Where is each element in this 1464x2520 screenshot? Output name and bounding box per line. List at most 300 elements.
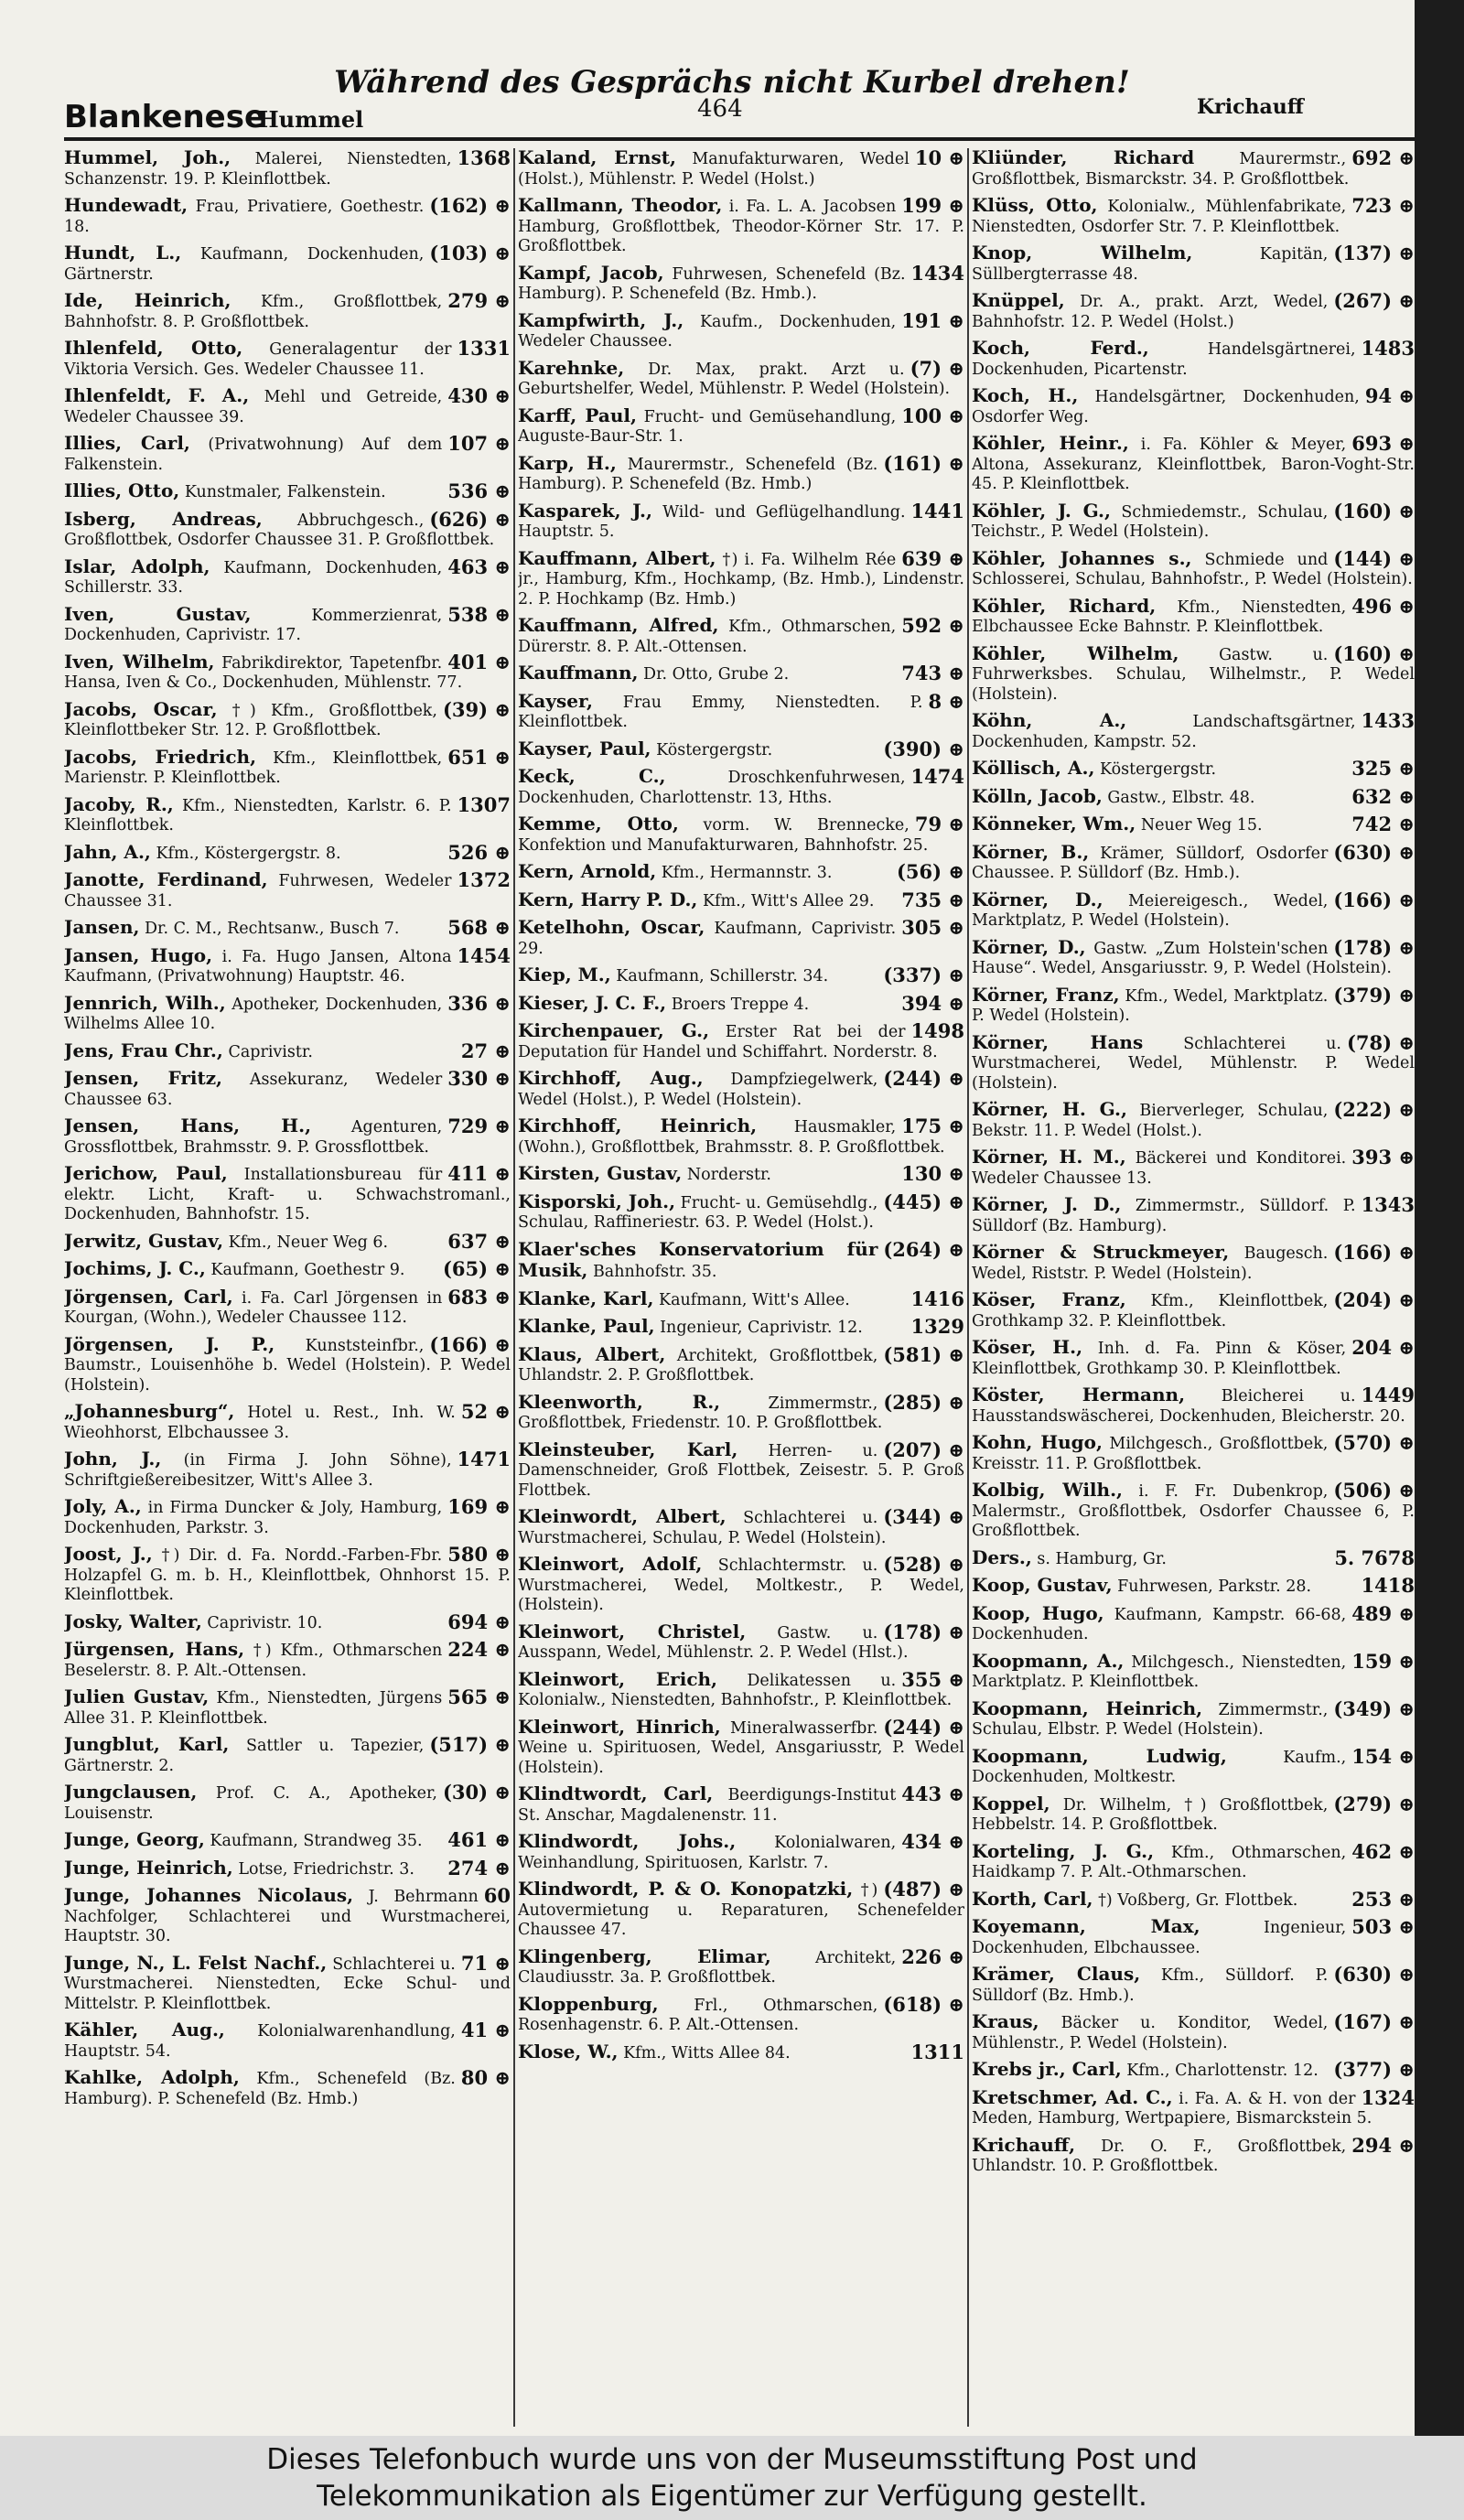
phone-number: 536 ⊕ bbox=[447, 479, 511, 502]
directory-entry bbox=[518, 356, 964, 400]
subscriber-details: i. F. Fr. Dubenkrop, Malermstr., Großflottbek, Osdorfer Chaussee 6, P. Großflottbek. bbox=[972, 1482, 1415, 1540]
subscriber-name: Kleinwordt, Albert, bbox=[518, 1505, 727, 1527]
subscriber-name: Kliünder, Richard bbox=[972, 148, 1195, 168]
subscriber-details: Norderstr. bbox=[686, 1166, 771, 1184]
directory-entry bbox=[972, 784, 1415, 809]
phone-number: (222) ⊕ bbox=[1333, 1098, 1415, 1121]
subscriber-details: Manufakturwaren, Wedel (Holst.), Mühlenstr. P. Wedel (Holst.) bbox=[518, 150, 910, 188]
subscriber-name: Kampfwirth, J., bbox=[518, 308, 684, 331]
phone-number: 27 ⊕ bbox=[460, 1039, 511, 1062]
subscriber-name: Kisporski, Joh., bbox=[518, 1190, 676, 1212]
directory-entry bbox=[972, 2012, 1415, 2053]
subscriber-details: Kapitän, Süllbergterrasse 48. bbox=[972, 245, 1329, 284]
subscriber-name: Könneker, Wm., bbox=[972, 813, 1136, 835]
subscriber-details: Fuhrwesen, Schenefeld (Bz. Hamburg). P. Schenefeld (Bz. Hmb.). bbox=[518, 264, 906, 303]
phone-number: 434 ⊕ bbox=[901, 1830, 964, 1853]
subscriber-name: Jensen, Hans, H., bbox=[64, 1115, 312, 1136]
directory-entry bbox=[64, 507, 511, 551]
subscriber-details: Caprivistr. bbox=[228, 1042, 313, 1061]
subscriber-name: Köser, Franz, bbox=[972, 1288, 1126, 1310]
subscriber-name: Knüppel, bbox=[972, 289, 1065, 311]
directory-entry bbox=[518, 1237, 964, 1283]
directory-entry bbox=[972, 1030, 1415, 1094]
directory-entry bbox=[518, 689, 964, 733]
phone-number: (30) ⊕ bbox=[442, 1781, 511, 1804]
phone-number: 692 ⊕ bbox=[1351, 148, 1415, 169]
phone-number: 393 ⊕ bbox=[1351, 1146, 1415, 1168]
directory-entry bbox=[972, 1100, 1415, 1141]
directory-entry bbox=[518, 1555, 964, 1616]
subscriber-details: Baugesch. Wedel, Riststr. P. Wedel (Holstein). bbox=[972, 1244, 1329, 1283]
phone-number: 191 ⊕ bbox=[901, 308, 964, 332]
subscriber-details: Milchgesch., Nienstedten, Marktplatz. P. Kleinflottbek. bbox=[972, 1653, 1347, 1691]
directory-entry bbox=[972, 501, 1415, 543]
subscriber-details: Dr. Otto, Grube 2. bbox=[643, 665, 790, 684]
subscriber-name: John, J., bbox=[64, 1448, 162, 1470]
directory-entry bbox=[972, 1195, 1415, 1236]
directory-entry bbox=[518, 1992, 964, 2036]
subscriber-details: Apotheker, Dockenhuden, Wilhelms Allee 10. bbox=[64, 995, 443, 1033]
phone-number: (166) ⊕ bbox=[1333, 1241, 1415, 1264]
subscriber-name: Körner, B., bbox=[972, 840, 1090, 863]
directory-entry bbox=[972, 1545, 1415, 1570]
phone-number: 8 ⊕ bbox=[928, 689, 964, 713]
phone-number: 52 ⊕ bbox=[460, 1400, 511, 1423]
subscriber-name: Kolbig, Wilh., bbox=[972, 1479, 1123, 1501]
directory-entry bbox=[518, 1342, 964, 1386]
subscriber-name: Hundewadt, bbox=[64, 194, 188, 216]
column-divider bbox=[967, 148, 969, 2427]
phone-number: (65) ⊕ bbox=[442, 1257, 511, 1280]
subscriber-name: Kleinwort, Adolf, bbox=[518, 1553, 703, 1575]
directory-entry bbox=[518, 1784, 964, 1825]
subscriber-details: J. Behrmann Nachfolger, Schlachterei und Wurstmacherei, Hauptstr. 30. bbox=[64, 1888, 511, 1945]
subscriber-details: Frucht- u. Gemüsehdlg., Schulau, Raffineriestr. 63. P. Wedel (Holst.). bbox=[518, 1193, 878, 1232]
directory-entry bbox=[972, 594, 1415, 638]
subscriber-details: Frau Emmy, Nienstedten. P. Kleinflottbek. bbox=[518, 693, 923, 731]
directory-entry bbox=[64, 1545, 511, 1606]
subscriber-name: Köhler, Heinr., bbox=[972, 432, 1129, 454]
directory-entry bbox=[518, 1069, 964, 1110]
directory-entry bbox=[518, 261, 964, 305]
subscriber-details: Beerdigungs-Institut St. Anschar, Magdalenenstr. 11. bbox=[518, 1786, 897, 1825]
directory-entry bbox=[518, 739, 964, 761]
subscriber-details: Köstergergstr. bbox=[656, 740, 773, 759]
subscriber-name: Kähler, Aug., bbox=[64, 2019, 225, 2041]
place-heading: Blankenese bbox=[64, 99, 266, 135]
directory-entry bbox=[64, 1332, 511, 1396]
directory-entry bbox=[972, 196, 1415, 237]
directory-entry bbox=[518, 1944, 964, 1988]
subscriber-name: Köhn, A., bbox=[972, 709, 1127, 731]
directory-entry bbox=[972, 2085, 1415, 2129]
subscriber-name: Kleinwort, Hinrich, bbox=[518, 1715, 721, 1738]
directory-entry bbox=[64, 1612, 511, 1634]
subscriber-name: Islar, Adolph, bbox=[64, 555, 210, 577]
phone-number: (78) ⊕ bbox=[1346, 1030, 1415, 1054]
subscriber-details: Kfm., Sülldorf. P. Sülldorf (Bz. Hmb.). bbox=[972, 1966, 1329, 2005]
phone-number: (581) ⊕ bbox=[883, 1342, 964, 1366]
phone-number: (630) ⊕ bbox=[1333, 840, 1415, 864]
phone-number: 723 ⊕ bbox=[1351, 194, 1415, 217]
directory-entry bbox=[972, 434, 1415, 495]
subscriber-details: Kaufm., Dockenhuden, Moltkestr. bbox=[972, 1748, 1347, 1786]
subscriber-name: Kretschmer, Ad. C., bbox=[972, 2085, 1173, 2108]
phone-number: 694 ⊕ bbox=[447, 1610, 511, 1633]
subscriber-name: Ders., bbox=[972, 1545, 1032, 1568]
directory-entry bbox=[972, 243, 1415, 285]
subscriber-details: Generalagentur der Viktoria Versich. Ges. Wedeler Chaussee 11. bbox=[64, 340, 452, 379]
phone-number: (160) ⊕ bbox=[1333, 641, 1415, 665]
subscriber-name: Kauffmann, Alfred, bbox=[518, 614, 719, 636]
subscriber-name: Körner, Franz, bbox=[972, 983, 1120, 1006]
subscriber-name: Kleenworth, R., bbox=[518, 1390, 721, 1413]
directory-entry bbox=[64, 339, 511, 380]
subscriber-name: Köser, H., bbox=[972, 1336, 1083, 1358]
phone-number: 729 ⊕ bbox=[447, 1115, 511, 1137]
subscriber-name: Klindwordt, Johs., bbox=[518, 1830, 737, 1852]
phone-number: 735 ⊕ bbox=[901, 888, 964, 911]
directory-entry bbox=[972, 1696, 1415, 1740]
subscriber-details: Fabrikdirektor, Tapetenfbr. Hansa, Iven & Co., Dockenhuden, Mühlenstr. 77. bbox=[64, 653, 463, 692]
phone-number: 632 ⊕ bbox=[1351, 784, 1415, 808]
subscriber-details: i. Fa. Köhler & Meyer, Altona, Assekuranz, Kleinflottbek, Baron-Voght-Str. 45. P. Kleinflottbek. bbox=[972, 436, 1415, 493]
phone-number: 71 ⊕ bbox=[460, 1951, 511, 1975]
subscriber-name: Kloppenburg, bbox=[518, 1992, 659, 2015]
directory-entry bbox=[518, 1715, 964, 1779]
subscriber-name: Jansen, bbox=[64, 916, 140, 938]
subscriber-name: Kirsten, Gustav, bbox=[518, 1162, 683, 1184]
directory-entry bbox=[518, 918, 964, 959]
subscriber-details: Frl., Othmarschen, Rosenhagenstr. 6. P. Alt.-Ottensen. bbox=[518, 1996, 878, 2034]
subscriber-details: Dampfziegelwerk, Wedel (Holst.), P. Wedel (Holstein). bbox=[518, 1071, 878, 1109]
directory-entry bbox=[972, 985, 1415, 1027]
phone-number: 330 ⊕ bbox=[447, 1067, 511, 1090]
subscriber-details: Kaufmann, Kampstr. 66-68, Dockenhuden. bbox=[972, 1605, 1347, 1643]
phone-number: 1416 bbox=[910, 1287, 964, 1310]
subscriber-name: Krebs jr., Carl, bbox=[972, 2058, 1122, 2080]
directory-entry bbox=[64, 386, 511, 427]
subscriber-name: Korteling, J. G., bbox=[972, 1839, 1155, 1862]
subscriber-name: Jahn, A., bbox=[64, 840, 151, 863]
subscriber-details: Kaufmann, Dockenhuden, Gärtnerstr. bbox=[64, 245, 425, 284]
subscriber-details: Architekt, Großflottbek, Uhlandstr. 2. P. Großflottbek. bbox=[518, 1346, 878, 1384]
phone-number: 1307 bbox=[457, 792, 511, 816]
subscriber-details: in Firma Duncker & Joly, Hamburg, Dockenhuden, Parkstr. 3. bbox=[64, 1499, 443, 1537]
column-divider bbox=[513, 148, 515, 2427]
subscriber-details: Wild- und Geflügelhandlung. Hauptstr. 5. bbox=[518, 502, 906, 541]
subscriber-details: Neuer Weg 15. bbox=[1140, 816, 1263, 835]
directory-entry bbox=[64, 1069, 511, 1110]
subscriber-name: Junge, Johannes Nicolaus, bbox=[64, 1884, 354, 1906]
subscriber-name: Kohn, Hugo, bbox=[972, 1431, 1103, 1453]
directory-entry bbox=[972, 1243, 1415, 1284]
subscriber-name: Köhler, Richard, bbox=[972, 594, 1157, 617]
subscriber-name: Jürgensen, Hans, bbox=[64, 1638, 245, 1660]
directory-entry bbox=[518, 1192, 964, 1233]
first-entry-heading: Hummel bbox=[258, 106, 364, 133]
directory-entry bbox=[518, 148, 964, 189]
subscriber-details: Zimmermstr., Schulau, Elbstr. P. Wedel (Holstein). bbox=[972, 1700, 1329, 1739]
directory-entry bbox=[972, 1576, 1415, 1598]
subscriber-name: Kölln, Jacob, bbox=[972, 784, 1103, 807]
subscriber-details: Kunststeinfbr., Baumstr., Louisenhöhe b. Wedel (Holstein). P. Wedel (Holstein). bbox=[64, 1336, 511, 1395]
phone-number: (39) ⊕ bbox=[442, 697, 511, 721]
subscriber-name: „Johannesburg“, bbox=[64, 1400, 235, 1422]
subscriber-details: Broers Treppe 4. bbox=[671, 995, 810, 1014]
subscriber-details: †) Kfm., Großflottbek, Kleinflottbeker Str. 12. P. Großflottbek. bbox=[64, 701, 437, 739]
subscriber-name: Junge, Georg, bbox=[64, 1828, 205, 1850]
phone-number: (506) ⊕ bbox=[1333, 1479, 1415, 1502]
subscriber-details: Frau, Privatiere, Goethestr. 18. bbox=[64, 198, 425, 236]
subscriber-name: Klaus, Albert, bbox=[518, 1342, 666, 1365]
phone-number: 5. 7678 bbox=[1334, 1545, 1415, 1569]
subscriber-name: Ketelhohn, Oscar, bbox=[518, 916, 705, 938]
directory-entry bbox=[64, 481, 511, 503]
subscriber-details: Architekt, Claudiusstr. 3a. P. Großflottbek. bbox=[518, 1948, 897, 1987]
directory-entry bbox=[972, 291, 1415, 332]
subscriber-details: Meiereigesch., Wedel, Marktplatz, P. Wedel (Holstein). bbox=[972, 891, 1329, 930]
subscriber-details: Agenturen, Grossflottbek, Brahmsstr. 9. P. Grossflottbek. bbox=[64, 1118, 443, 1157]
column-2 bbox=[518, 148, 964, 2436]
phone-number: 394 ⊕ bbox=[901, 991, 964, 1015]
phone-number: 80 ⊕ bbox=[460, 2066, 511, 2089]
directory-entry bbox=[64, 148, 511, 189]
subscriber-name: Koopmann, Heinrich, bbox=[972, 1696, 1203, 1719]
directory-entry bbox=[64, 1687, 511, 1728]
page-number: 464 bbox=[697, 95, 743, 123]
directory-entry bbox=[64, 602, 511, 646]
phone-number: (390) ⊕ bbox=[883, 737, 964, 760]
phone-number: 526 ⊕ bbox=[447, 840, 511, 864]
subscriber-details: Maurermstr., Großflottbek, Bismarckstr. 34. P. Großflottbek. bbox=[972, 150, 1350, 188]
subscriber-name: Keck, C., bbox=[518, 765, 666, 787]
directory-entry bbox=[518, 1440, 964, 1502]
directory-entry bbox=[518, 196, 964, 257]
subscriber-name: Koop, Hugo, bbox=[972, 1601, 1104, 1624]
phone-number: 154 ⊕ bbox=[1351, 1744, 1415, 1768]
subscriber-details: Krämer, Sülldorf, Osdorfer Chaussee. P. Sülldorf (Bz. Hmb.). bbox=[972, 844, 1329, 882]
subscriber-name: Kallmann, Theodor, bbox=[518, 194, 723, 216]
subscriber-details: (Privatwohnung) Auf dem Falkenstein. bbox=[64, 436, 443, 474]
directory-entry bbox=[972, 546, 1415, 590]
phone-number: 253 ⊕ bbox=[1351, 1887, 1415, 1911]
subscriber-details: Kaufmann, Schillerstr. 34. bbox=[616, 967, 829, 985]
subscriber-details: vorm. W. Brennecke, Konfektion und Manufakturwaren, Bahnhofstr. 25. bbox=[518, 816, 929, 855]
phone-number: 693 ⊕ bbox=[1351, 432, 1415, 455]
phone-number: 1418 bbox=[1361, 1574, 1415, 1597]
directory-entry bbox=[518, 1289, 964, 1311]
phone-number: 565 ⊕ bbox=[447, 1685, 511, 1708]
phone-number: 1483 bbox=[1361, 337, 1415, 360]
phone-number: 41 ⊕ bbox=[460, 2019, 511, 2041]
subscriber-details: Kunstmaler, Falkenstein. bbox=[184, 483, 386, 501]
subscriber-details: Kfm., Köstergergstr. 8. bbox=[156, 844, 341, 863]
subscriber-details: Fuhrwesen, Wedeler Chaussee 31. bbox=[64, 872, 452, 910]
directory-entry bbox=[518, 890, 964, 912]
phone-number: (178) ⊕ bbox=[883, 1620, 964, 1643]
subscriber-name: Koch, Ferd., bbox=[972, 337, 1149, 359]
directory-entry bbox=[972, 1290, 1415, 1331]
phone-number: (349) ⊕ bbox=[1333, 1696, 1415, 1720]
directory-entry bbox=[518, 1507, 964, 1548]
directory-entry bbox=[518, 1021, 964, 1062]
phone-number: 279 ⊕ bbox=[447, 289, 511, 312]
directory-entry bbox=[518, 451, 964, 495]
phone-number: 463 ⊕ bbox=[447, 555, 511, 578]
phone-number: 443 ⊕ bbox=[901, 1782, 964, 1805]
subscriber-details: Kaufmann, Dockenhuden, Schillerstr. 33. bbox=[64, 558, 443, 597]
phone-number: (267) ⊕ bbox=[1333, 289, 1415, 312]
directory-entry bbox=[518, 1116, 964, 1158]
subscriber-name: Kiep, M., bbox=[518, 964, 611, 985]
subscriber-details: Kfm., Großflottbek, Bahnhofstr. 8. P. Großflottbek. bbox=[64, 293, 443, 331]
directory-entry bbox=[64, 1735, 511, 1776]
phone-number: 683 ⊕ bbox=[447, 1285, 511, 1308]
subscriber-name: Klindtwordt, Carl, bbox=[518, 1782, 714, 1804]
directory-entry bbox=[518, 2042, 964, 2064]
directory-entry bbox=[518, 406, 964, 447]
phone-number: 651 ⊕ bbox=[447, 745, 511, 769]
footer-notice bbox=[0, 2436, 1464, 2520]
subscriber-details: Hotel u. Rest., Inh. W. Wieohhorst, Elbchaussee 3. bbox=[64, 1404, 456, 1442]
subscriber-name: Jörgensen, Carl, bbox=[64, 1285, 233, 1308]
subscriber-name: Kaland, Ernst, bbox=[518, 148, 676, 168]
directory-entry bbox=[972, 814, 1415, 836]
subscriber-name: Julien Gustav, bbox=[64, 1685, 210, 1707]
directory-entry bbox=[518, 1164, 964, 1186]
subscriber-name: Kirchhoff, Aug., bbox=[518, 1067, 704, 1089]
phone-number: (204) ⊕ bbox=[1333, 1288, 1415, 1311]
subscriber-name: Kleinwort, Erich, bbox=[518, 1667, 717, 1690]
phone-number: 538 ⊕ bbox=[447, 602, 511, 626]
subscriber-details: Kfm., Nienstedten, Elbchaussee Ecke Bahnstr. P. Kleinflottbek. bbox=[972, 598, 1347, 636]
subscriber-details: Kfm., Neuer Weg 6. bbox=[228, 1233, 389, 1252]
column-3 bbox=[972, 148, 1415, 2436]
phone-number: 325 ⊕ bbox=[1351, 757, 1415, 780]
subscriber-details: †) Kfm., Othmarschen Beselerstr. 8. P. Alt.-Ottensen. bbox=[64, 1642, 443, 1680]
directory-entry bbox=[518, 1879, 964, 1941]
subscriber-name: Krämer, Claus, bbox=[972, 1963, 1141, 1985]
subscriber-details: i. Fa. Hugo Jansen, Altona Kaufmann, (Privatwohnung) Hauptstr. 46. bbox=[64, 947, 452, 985]
header-divider bbox=[64, 137, 1415, 141]
subscriber-details: Kfm., Schenefeld (Bz. Hamburg). P. Schenefeld (Bz. Hmb.) bbox=[64, 2070, 456, 2108]
subscriber-details: Kfm., Nienstedten, Jürgens Allee 31. P. Kleinflottbek. bbox=[64, 1689, 443, 1728]
subscriber-name: Kern, Harry P. D., bbox=[518, 888, 698, 910]
phone-number: (344) ⊕ bbox=[883, 1505, 964, 1528]
directory-entry bbox=[64, 1229, 511, 1254]
directory-entry bbox=[518, 862, 964, 884]
phone-number: (7) ⊕ bbox=[910, 356, 964, 380]
directory-entry bbox=[518, 991, 964, 1016]
subscriber-name: Ide, Heinrich, bbox=[64, 289, 231, 311]
phone-number: 1449 bbox=[1361, 1384, 1415, 1406]
phone-number: 305 ⊕ bbox=[901, 916, 964, 939]
subscriber-details: Kolonialwaren, Weinhandlung, Spirituosen, Karlstr. 7. bbox=[518, 1834, 897, 1872]
directory-entry bbox=[64, 1259, 511, 1281]
phone-number: 568 ⊕ bbox=[447, 916, 511, 939]
phone-number: 130 ⊕ bbox=[901, 1162, 964, 1185]
subscriber-details: Kfm., Witt's Allee 29. bbox=[702, 891, 875, 910]
subscriber-name: Klindwordt, P. & O. Konopatzki, bbox=[518, 1878, 854, 1900]
subscriber-name: Hummel, Joh., bbox=[64, 148, 231, 168]
subscriber-details: Gastw. u. Ausspann, Wedel, Mühlenstr. 2. P. Wedel (Hlst.). bbox=[518, 1623, 909, 1662]
subscriber-details: (in Firma J. John Söhne), Schriftgießereibesitzer, Witt's Allee 3. bbox=[64, 1451, 452, 1490]
directory-entry bbox=[64, 652, 511, 694]
subscriber-name: Janotte, Ferdinand, bbox=[64, 868, 268, 890]
subscriber-details: Lotse, Friedrichstr. 3. bbox=[238, 1859, 414, 1879]
subscriber-name: Jensen, Fritz, bbox=[64, 1067, 223, 1089]
subscriber-name: Kauffmann, Albert, bbox=[518, 546, 716, 569]
phone-number: (517) ⊕ bbox=[429, 1733, 511, 1756]
directory-entry bbox=[64, 1951, 511, 2015]
directory-entry bbox=[972, 1433, 1415, 1474]
phone-number: 462 ⊕ bbox=[1351, 1839, 1415, 1863]
subscriber-name: Kauffmann, bbox=[518, 662, 639, 684]
phone-number: (207) ⊕ bbox=[883, 1438, 964, 1461]
subscriber-details: Zimmermstr., Großflottbek, Friedenstr. 10. P. Großflottbek. bbox=[518, 1394, 883, 1432]
subscriber-details: Schmiedemstr., Schulau, Teichstr., P. Wedel (Holstein). bbox=[972, 502, 1329, 541]
subscriber-name: Ihlenfeld, Otto, bbox=[64, 337, 243, 359]
subscriber-name: Körner, J. D., bbox=[972, 1193, 1122, 1215]
subscriber-name: Klaer'sches Konservatorium für Musik, bbox=[518, 1237, 878, 1281]
subscriber-name: Klanke, Karl, bbox=[518, 1287, 654, 1309]
subscriber-details: Ingenieur, Dockenhuden, Elbchaussee. bbox=[972, 1919, 1347, 1957]
scan-page-edge bbox=[1415, 0, 1464, 2436]
directory-entry bbox=[64, 2068, 511, 2109]
subscriber-details: Bierverleger, Schulau, Bekstr. 11. P. Wedel (Holst.). bbox=[972, 1102, 1329, 1140]
directory-entry bbox=[64, 1497, 511, 1538]
subscriber-name: Jochims, J. C., bbox=[64, 1257, 206, 1279]
phone-number: 100 ⊕ bbox=[901, 404, 964, 427]
subscriber-name: Jansen, Hugo, bbox=[64, 943, 213, 966]
phone-number: 496 ⊕ bbox=[1351, 594, 1415, 618]
subscriber-name: Koopmann, A., bbox=[972, 1649, 1125, 1672]
directory-entry bbox=[64, 557, 511, 598]
subscriber-details: Kfm., Othmarschen, Dürerstr. 8. P. Alt.-Ottensen. bbox=[518, 618, 897, 656]
phone-number: 430 ⊕ bbox=[447, 384, 511, 407]
directory-entry bbox=[64, 1830, 511, 1852]
page-banner: Während des Gesprächs nicht Kurbel drehen! bbox=[334, 64, 1130, 101]
subscriber-details: Schlachtermstr. u. Wurstmacherei, Wedel, Moltkestr., P. Wedel, (Holstein). bbox=[518, 1556, 964, 1614]
subscriber-details: Droschkenfuhrwesen, Dockenhuden, Charlottenstr. 13, Hths. bbox=[518, 769, 906, 807]
subscriber-name: Kirchhoff, Heinrich, bbox=[518, 1115, 758, 1136]
directory-entry bbox=[64, 196, 511, 237]
subscriber-name: Ihlenfeldt, F. A., bbox=[64, 384, 250, 406]
subscriber-details: Bleicherei u. Hausstandswäscherei, Dockenhuden, Bleicherstr. 20. bbox=[972, 1387, 1405, 1426]
subscriber-details: †) Voßberg, Gr. Flottbek. bbox=[1098, 1890, 1298, 1910]
subscriber-name: Kemme, Otto, bbox=[518, 813, 679, 835]
phone-number: (487) ⊕ bbox=[883, 1878, 964, 1901]
subscriber-details: Gastw. „Zum Holstein'schen Hause“. Wedel, Ansgariusstr. 9, P. Wedel (Holstein). bbox=[972, 939, 1392, 977]
subscriber-name: Korth, Carl, bbox=[972, 1887, 1093, 1910]
directory-entry bbox=[64, 918, 511, 940]
subscriber-name: Kieser, J. C. F., bbox=[518, 991, 667, 1014]
phone-number: 743 ⊕ bbox=[901, 662, 964, 684]
subscriber-details: Kaufmann, Goethestr 9. bbox=[210, 1261, 405, 1279]
directory-entry bbox=[64, 943, 511, 987]
subscriber-name: Kampf, Jacob, bbox=[518, 261, 664, 284]
subscriber-name: Iven, Gustav, bbox=[64, 602, 252, 625]
subscriber-name: Jennrich, Wilh., bbox=[64, 991, 226, 1014]
directory-entry bbox=[972, 1481, 1415, 1542]
phone-number: 224 ⊕ bbox=[447, 1638, 511, 1661]
subscriber-details: Schmiede und Schlosserei, Schulau, Bahnhofstr., P. Wedel (Holstein). bbox=[972, 550, 1413, 588]
phone-number: (528) ⊕ bbox=[883, 1553, 964, 1576]
directory-entry bbox=[972, 840, 1415, 884]
subscriber-name: Karff, Paul, bbox=[518, 404, 637, 426]
directory-entry bbox=[64, 1858, 511, 1880]
